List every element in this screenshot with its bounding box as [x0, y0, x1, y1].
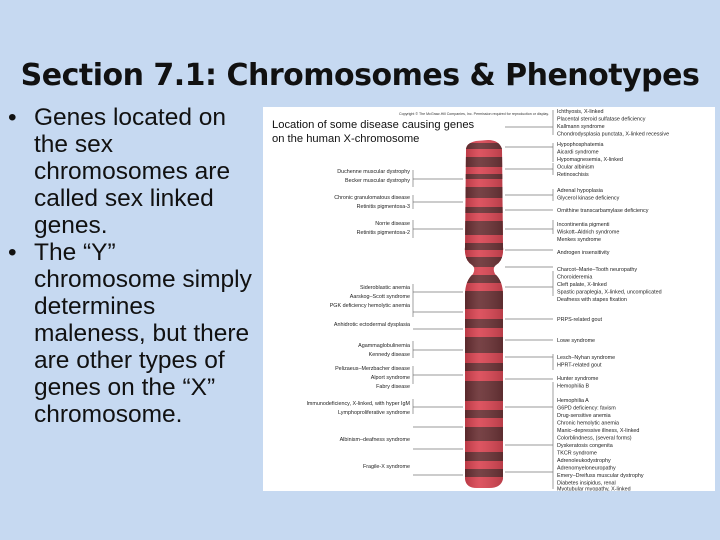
right-label: G6PD deficiency: favism — [557, 405, 616, 412]
figure-heading-line2: on the human X-chromosome — [272, 133, 420, 145]
left-label: Fabry disease — [376, 384, 410, 390]
right-label: Colorblindness, (several forms) — [557, 435, 632, 442]
bullet-text: The “Y” chromosome simply determines maleness, but there are other types of genes on the “X” chromosome. — [34, 239, 252, 428]
right-label: Deafness with stapes fixation — [557, 297, 627, 303]
right-label: Charcot–Marie–Tooth neuropathy — [557, 267, 638, 273]
left-label: Chronic granulomatous disease — [334, 195, 410, 201]
right-label: Wiskott–Aldrich syndrome — [557, 229, 620, 236]
left-label: PGK deficiency hemolytic anemia — [329, 303, 410, 309]
right-label: Menkes syndrome — [557, 237, 602, 243]
right-label: Drug-sensitive anemia — [557, 413, 611, 419]
right-label: Emery–Dreifuss muscular dystrophy — [557, 473, 644, 479]
right-label: Chondrodysplasia punctata, X-linked recessive — [557, 131, 670, 138]
left-label: Immunodeficiency, X-linked, with hyper IgM — [306, 401, 410, 407]
right-label: Dyskeratosis congenita — [557, 443, 613, 449]
right-label: Hemophilia B — [557, 383, 590, 390]
left-label: Retinitis pigmentosa-2 — [356, 230, 410, 236]
left-label: Duchenne muscular dystrophy — [337, 169, 410, 175]
chromosome-diagram — [263, 107, 715, 491]
figure-heading-line1: Location of some disease causing genes — [272, 119, 475, 131]
left-label: Anhidrotic ectodermal dysplasia — [333, 322, 410, 328]
right-label: Spastic paraplegia, X-linked, uncomplicated — [557, 289, 662, 296]
right-label: Retinoschisis — [557, 172, 589, 178]
bullet-item — [8, 104, 264, 239]
right-label: Incontinentia pigmenti — [557, 222, 610, 228]
right-label: Choroideremia — [557, 274, 593, 281]
right-label: Manic–depressive illness, X-linked — [557, 428, 640, 434]
left-label: Agammaglobulinemia — [358, 343, 410, 349]
left-label: Norrie disease — [375, 221, 410, 227]
copyright-text: Copyright © The McGraw-Hill Companies, Inc. Permission required for reproduction or display. — [399, 112, 549, 116]
chromosome — [458, 137, 518, 491]
left-label: Fragile-X syndrome — [362, 464, 410, 470]
right-label: Lesch–Nyhan syndrome — [557, 355, 616, 361]
left-label: Lymphoproliferative syndrome — [337, 410, 410, 416]
right-label: Placental steroid sulfatase deficiency — [557, 116, 646, 123]
right-label: Adrenoleukodystrophy — [557, 458, 611, 464]
bullet-item — [8, 239, 264, 428]
right-label: Hunter syndrome — [557, 376, 599, 382]
right-label: Ornithine transcarbamylase deficiency — [557, 208, 649, 214]
right-label: Androgen insensitivity — [557, 250, 610, 256]
left-label: Kennedy disease — [368, 352, 410, 358]
slide-title: Section 7.1: Chromosomes & Phenotypes — [20, 58, 700, 93]
left-label: Alport syndrome — [370, 375, 410, 381]
bullet-icon: • — [8, 239, 17, 266]
left-label: Sideroblastic anemia — [359, 285, 410, 291]
x-chromosome-figure — [263, 107, 715, 491]
right-label: Lowe syndrome — [557, 338, 596, 344]
right-label: PRPS-related gout — [557, 317, 602, 323]
bullet-icon: • — [8, 104, 17, 131]
left-label: Becker muscular dystrophy — [344, 178, 410, 184]
left-label: Retinitis pigmentosa-3 — [356, 204, 410, 210]
right-label: Aicardi syndrome — [557, 149, 599, 156]
left-label: Albinism–deafness syndrome — [339, 437, 410, 443]
right-label: Adrenal hypoplasia — [557, 188, 603, 194]
right-label: Adrenomyeloneuropathy — [557, 465, 616, 472]
right-label: Cleft palate, X-linked — [557, 282, 607, 288]
right-label: Myotubular myopathy, X-linked — [557, 486, 631, 491]
left-label: Aarskog–Scott syndrome — [349, 294, 410, 300]
right-label: Hypophosphatemia — [557, 142, 604, 148]
bullet-text: Genes located on the sex chromosomes are called sex linked genes. — [34, 104, 231, 239]
right-label: Chronic hemolytic anemia — [557, 420, 620, 427]
right-label: Kallmann syndrome — [557, 124, 605, 130]
left-label: Pelizaeus–Merzbacher disease — [335, 366, 410, 372]
right-label-group — [557, 109, 669, 491]
right-label: Hemophilia A — [557, 398, 589, 404]
right-label: Ichthyosis, X-linked — [557, 109, 604, 115]
right-label: TKCR syndrome — [557, 450, 597, 457]
right-label: HPRT-related gout — [557, 362, 602, 369]
right-label: Ocular albinism — [557, 164, 595, 171]
left-label-group — [306, 169, 410, 470]
right-label: Hypomagnesemia, X-linked — [557, 157, 623, 163]
bullet-list — [8, 104, 264, 428]
right-label: Glycerol kinase deficiency — [557, 195, 620, 202]
right-label: Diabetes insipidus, renal — [557, 480, 616, 487]
